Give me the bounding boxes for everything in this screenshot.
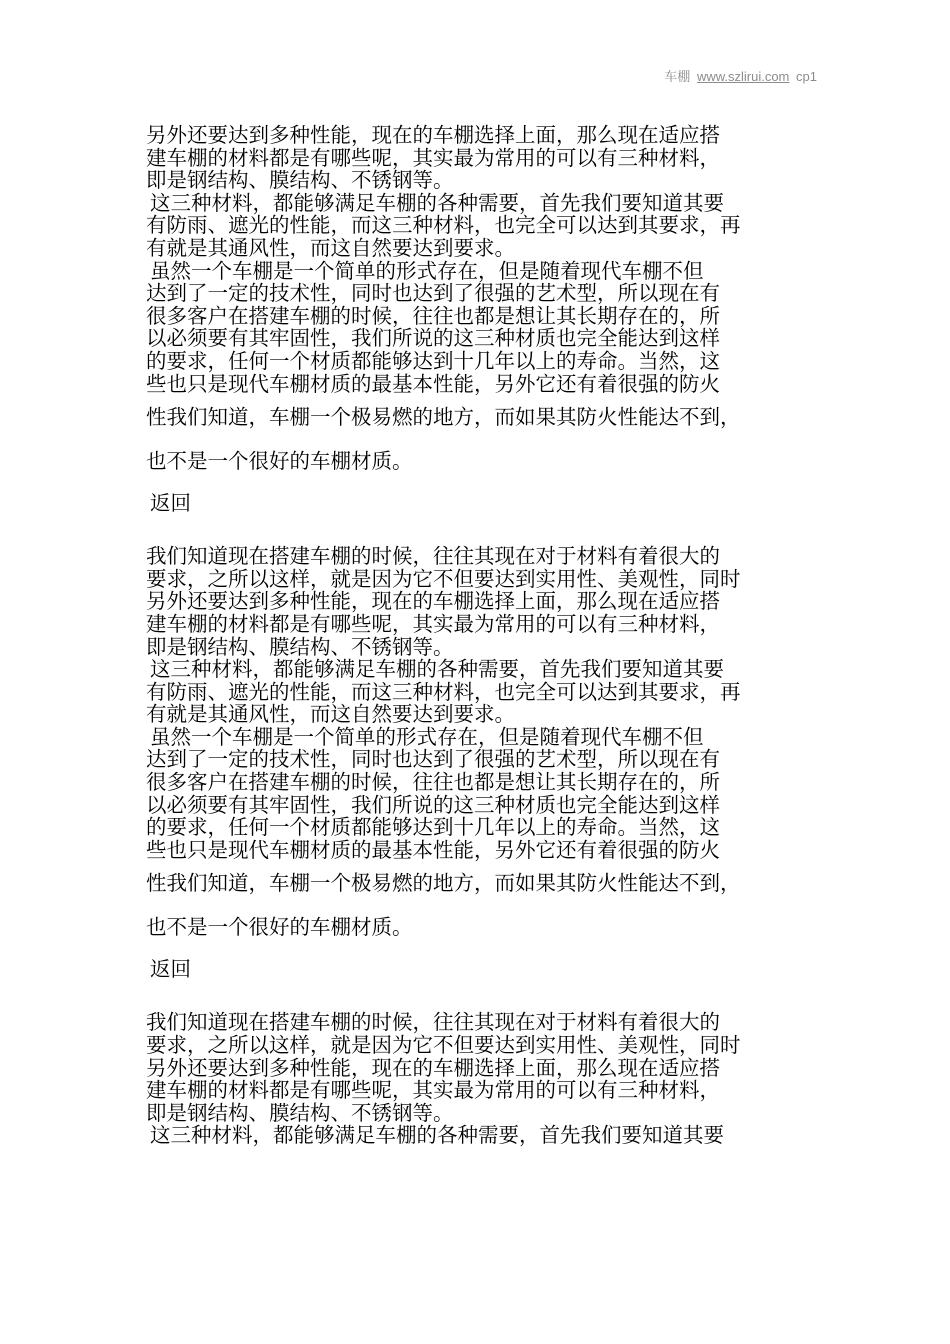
text-line: 性我们知道，车棚一个极易燃的地方，而如果其防火性能达不到， bbox=[146, 871, 741, 896]
text-line: 这三种材料，都能够满足车棚的各种需要，首先我们要知道其要 bbox=[150, 190, 724, 215]
text-line: 要求，之所以这样，就是因为它不但要达到实用性、美观性，同时 bbox=[146, 1033, 741, 1058]
text-line: 虽然一个车棚是一个简单的形式存在，但是随着现代车棚不但 bbox=[150, 258, 704, 283]
text-line: 以必须要有其牢固性，我们所说的这三种材质也完全能达到这样 bbox=[146, 326, 720, 351]
text-line: 建车棚的材料都是有哪些呢，其实最为常用的可以有三种材料， bbox=[146, 1078, 720, 1103]
page-header bbox=[664, 66, 817, 85]
text-line: 有就是其通风性，而这自然要达到要求。 bbox=[146, 235, 515, 260]
spacer bbox=[146, 523, 816, 545]
text-line: 达到了一定的技术性，同时也达到了很强的艺术型，所以现在有 bbox=[146, 747, 720, 772]
text-line: 建车棚的材料都是有哪些呢，其实最为常用的可以有三种材料， bbox=[146, 611, 720, 636]
text-line: 建车棚的材料都是有哪些呢，其实最为常用的可以有三种材料， bbox=[146, 145, 720, 170]
text-line: 很多客户在搭建车棚的时候，往往也都是想让其长期存在的，所 bbox=[146, 303, 720, 328]
text-line: 性我们知道，车棚一个极易燃的地方，而如果其防火性能达不到， bbox=[146, 405, 741, 430]
article-body bbox=[146, 124, 816, 1147]
text-line: 些也只是现代车棚材质的最基本性能，另外它还有着很强的防火 bbox=[146, 371, 720, 396]
return-link[interactable]: 返回 bbox=[150, 957, 191, 982]
text-line: 即是钢结构、膜结构、不锈钢等。 bbox=[146, 634, 454, 659]
text-line: 这三种材料，都能够满足车棚的各种需要，首先我们要知道其要 bbox=[150, 1123, 724, 1148]
text-line: 即是钢结构、膜结构、不锈钢等。 bbox=[146, 1100, 454, 1125]
return-link[interactable]: 返回 bbox=[150, 491, 191, 516]
text-line: 以必须要有其牢固性，我们所说的这三种材质也完全能达到这样 bbox=[146, 792, 720, 817]
header-site-name: 车棚 bbox=[664, 69, 691, 84]
text-line: 很多客户在搭建车棚的时候，往往也都是想让其长期存在的，所 bbox=[146, 770, 720, 795]
text-line: 另外还要达到多种性能，现在的车棚选择上面，那么现在适应搭 bbox=[146, 123, 720, 147]
text-line: 达到了一定的技术性，同时也达到了很强的艺术型，所以现在有 bbox=[146, 281, 720, 306]
text-line: 的要求，任何一个材质都能够达到十几年以上的寿命。当然，这 bbox=[146, 348, 720, 373]
text-line: 另外还要达到多种性能，现在的车棚选择上面，那么现在适应搭 bbox=[146, 1055, 720, 1080]
header-site-link[interactable]: www.szlirui.com bbox=[696, 69, 790, 84]
text-line: 的要求，任何一个材质都能够达到十几年以上的寿命。当然，这 bbox=[146, 815, 720, 840]
text-line: 有就是其通风性，而这自然要达到要求。 bbox=[146, 702, 515, 727]
text-line: 也不是一个很好的车棚材质。 bbox=[146, 449, 413, 474]
spacer bbox=[146, 989, 816, 1011]
text-line: 我们知道现在搭建车棚的时候，往往其现在对于材料有着很大的 bbox=[146, 1010, 720, 1035]
text-line: 即是钢结构、膜结构、不锈钢等。 bbox=[146, 168, 454, 193]
text-line: 有防雨、遮光的性能，而这三种材料，也完全可以达到其要求，再 bbox=[146, 679, 741, 704]
text-line: 我们知道现在搭建车棚的时候，往往其现在对于材料有着很大的 bbox=[146, 544, 720, 569]
text-line: 这三种材料，都能够满足车棚的各种需要，首先我们要知道其要 bbox=[150, 657, 724, 682]
text-line: 些也只是现代车棚材质的最基本性能，另外它还有着很强的防火 bbox=[146, 837, 720, 862]
text-line: 也不是一个很好的车棚材质。 bbox=[146, 915, 413, 940]
text-line: 有防雨、遮光的性能，而这三种材料，也完全可以达到其要求，再 bbox=[146, 213, 741, 238]
text-line: 虽然一个车棚是一个简单的形式存在，但是随着现代车棚不但 bbox=[150, 724, 704, 749]
text-line: 另外还要达到多种性能，现在的车棚选择上面，那么现在适应搭 bbox=[146, 589, 720, 614]
text-line: 要求，之所以这样，就是因为它不但要达到实用性、美观性，同时 bbox=[146, 566, 741, 591]
header-page-code: cp1 bbox=[796, 69, 817, 84]
